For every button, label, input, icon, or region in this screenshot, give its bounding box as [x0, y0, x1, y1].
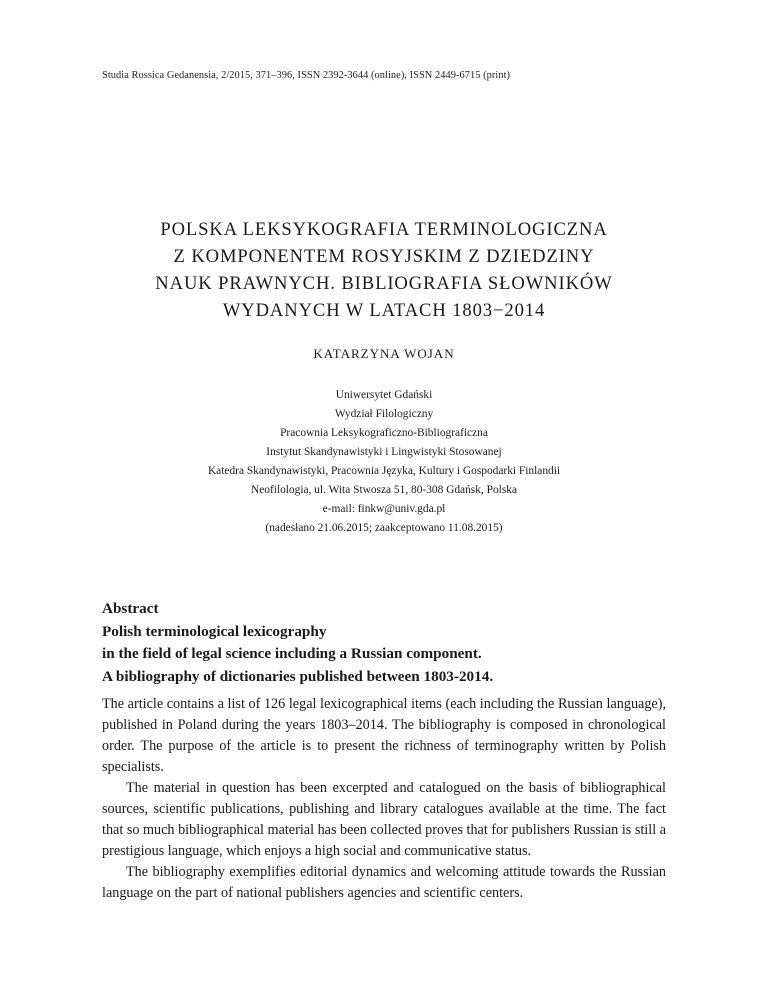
affiliation-line: Neofilologia, ul. Wita Stwosza 51, 80-308 Gdańsk, Polska — [250, 484, 518, 496]
abstract-heading-block — [102, 598, 682, 688]
article-title-line: POLSKA LEKSYKOGRAFIA TERMINOLOGICZNA — [160, 219, 608, 240]
article-title — [0, 216, 768, 324]
author-email[interactable]: e-mail: finkw@univ.gda.pl — [322, 503, 446, 515]
author-affiliation — [0, 386, 768, 538]
abstract-paragraph: The bibliography exemplifies editorial dynamics and welcoming attitude towards the Russian language on the part of national publishers agencies and scientific centers. — [102, 864, 666, 901]
article-title-line: Z KOMPONENTEM ROSYJSKIM Z DZIEDZINY — [173, 246, 595, 267]
abstract-heading: Abstract — [102, 600, 159, 617]
abstract-paragraph: The article contains a list of 126 legal lexicographical items (each including the Russian language), published in Poland during the years 1803–2014. The bibliography is composed in chronological order. The purpose of the article is to present the richness of terminography written by Polish specialists. — [102, 696, 666, 775]
abstract-title-line: Polish terminological lexicography — [102, 622, 327, 640]
author-name: KATARZYNA WOJAN — [313, 346, 455, 361]
abstract-paragraph: The material in question has been excerpted and catalogued on the basis of bibliographical sources, scientific publications, publishing and library catalogues available at the time. The fact that so much bibliographical material has been collected proves that for publishers Russian is still a prestigious language, which enjoys a high social and communicative status. — [102, 780, 666, 859]
affiliation-line: Instytut Skandynawistyki i Lingwistyki Stosowanej — [266, 446, 502, 458]
journal-citation-header: Studia Rossica Gedanensia, 2/2015, 371–396, ISSN 2392-3644 (online), ISSN 2449-6715 (print) — [102, 70, 511, 81]
abstract-title-line: A bibliography of dictionaries published between 1803-2014. — [102, 667, 494, 685]
article-title-line: WYDANYCH W LATACH 1803−2014 — [222, 300, 546, 321]
abstract-body — [102, 694, 666, 904]
submission-dates: (nadesłano 21.06.2015; zaakceptowano 11.08.2015) — [265, 522, 503, 534]
article-title-line: NAUK PRAWNYCH. BIBLIOGRAFIA SŁOWNIKÓW — [155, 273, 613, 294]
affiliation-line: Wydział Filologiczny — [334, 408, 434, 420]
affiliation-line: Katedra Skandynawistyki, Pracownia Języka, Kultury i Gospodarki Finlandii — [207, 465, 561, 477]
affiliation-line: Pracownia Leksykograficzno-Bibliograficzna — [280, 427, 488, 439]
abstract-title-line: in the field of legal science including a Russian component. — [102, 645, 482, 662]
affiliation-line: Uniwersytet Gdański — [335, 389, 433, 401]
